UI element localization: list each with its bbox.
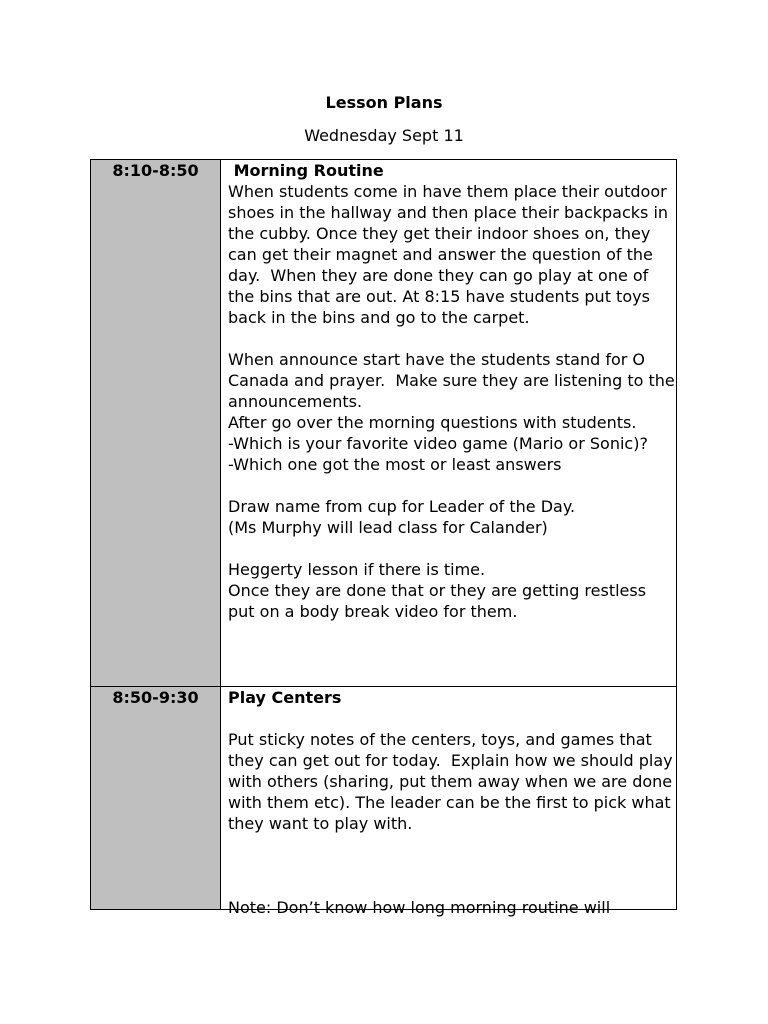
activity-cell xyxy=(221,160,676,686)
activity-heading: Morning Routine xyxy=(228,161,384,180)
activity-cell xyxy=(221,687,678,917)
activity-heading: Play Centers xyxy=(228,688,342,707)
time-slot: 8:10-8:50 xyxy=(91,160,221,686)
activity-paragraph: Note: Don’t know how long morning routine will xyxy=(228,898,611,917)
activity-paragraph: Put sticky notes of the centers, toys, and games that they can get out for today. Explain how we should play with others (sharing, put them away when we are done with them etc). The leader can be the first to pick what they want to play with. xyxy=(228,730,678,833)
document-title: Lesson Plans xyxy=(325,93,443,112)
activity-paragraph: Heggerty lesson if there is time. Once they are done that or they are getting restless put on a body break video for them. xyxy=(228,560,647,621)
document-date: Wednesday Sept 11 xyxy=(304,126,464,145)
activity-paragraph: Draw name from cup for Leader of the Day. (Ms Murphy will lead class for Calander) xyxy=(228,497,576,537)
lesson-plan-table xyxy=(90,159,678,917)
time-slot: 8:50-9:30 xyxy=(91,687,221,909)
activity-paragraph: When students come in have them place their outdoor shoes in the hallway and then place their backpacks in the cubby. Once they get their indoor shoes on, they can get their magnet and answer the question of the day. When they are done they can go play at one of the bins that are out. At 8:15 have students put toys back in the bins and go to the carpet. xyxy=(228,182,674,327)
activity-paragraph: When announce start have the students stand for O Canada and prayer. Make sure they are listening to the announcements. After go over the morning questions with students. -Which is your favorite video game (Mario or Sonic)? -Which one got the most or least answers xyxy=(228,350,675,474)
table-row xyxy=(91,687,678,917)
table-row xyxy=(91,160,676,687)
